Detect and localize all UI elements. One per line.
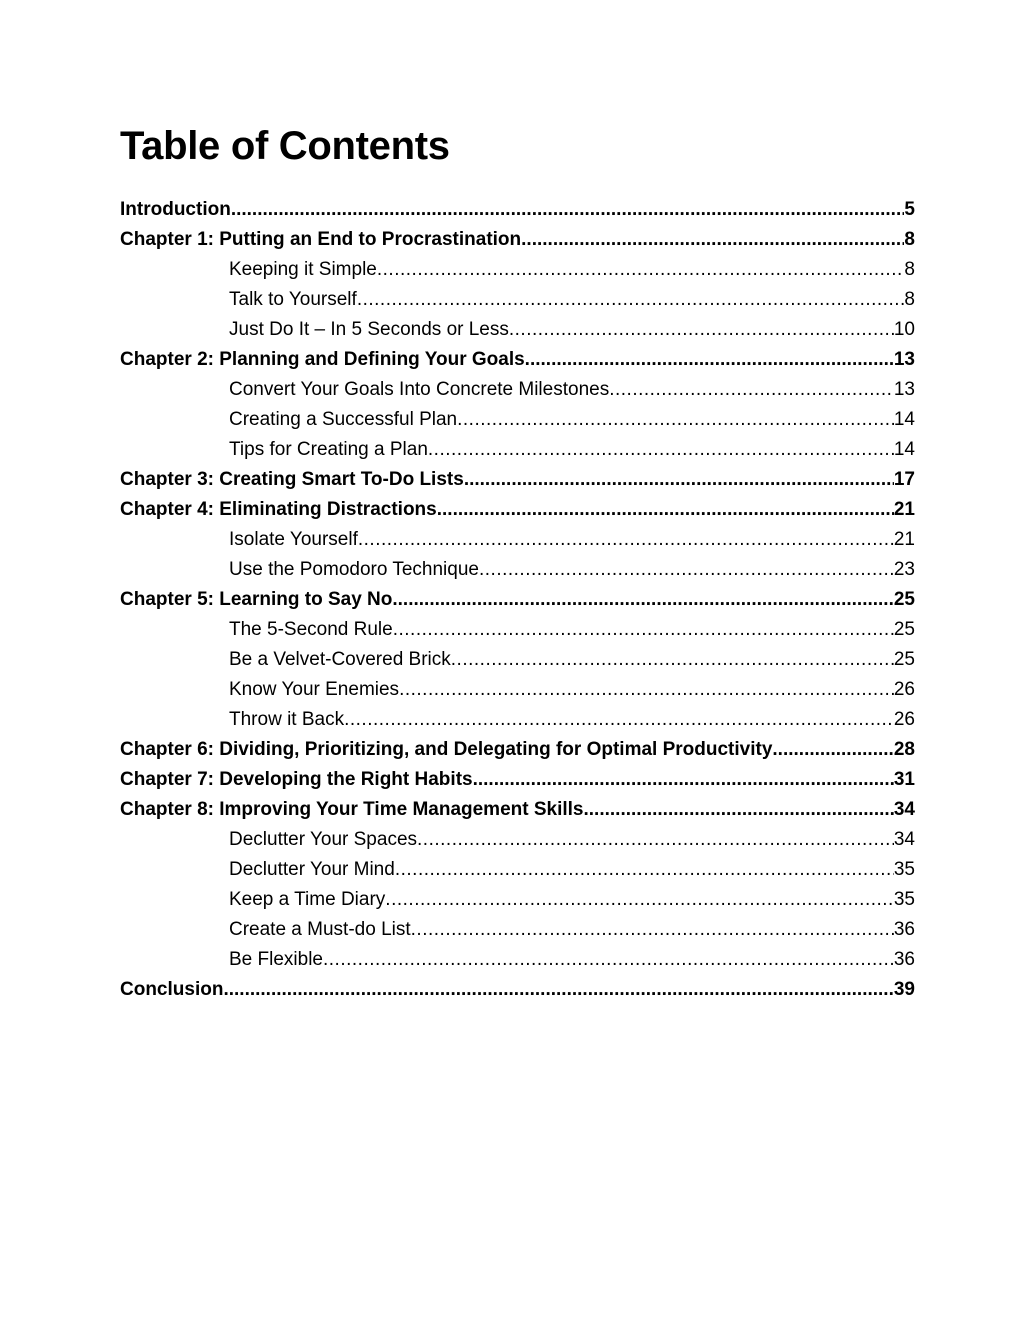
toc-entry-page: 36 (893, 949, 915, 970)
toc-entry-label: Chapter 1: Putting an End to Procrastination (120, 229, 522, 250)
toc-entry-label: Conclusion (120, 979, 224, 1000)
toc-entry-page: 34 (893, 799, 915, 820)
dot-leader (392, 585, 893, 615)
toc-entry-label: Be Flexible (229, 949, 323, 970)
dot-leader (223, 975, 893, 1005)
dot-leader (609, 375, 894, 405)
toc-entry-page: 25 (893, 619, 915, 640)
toc-entry-label: Chapter 2: Planning and Defining Your Goals (120, 349, 525, 370)
toc-entry[interactable] (120, 975, 915, 1005)
table-of-contents (120, 195, 915, 1005)
toc-entry-page: 21 (893, 499, 915, 520)
toc-entry-label: Keeping it Simple (229, 259, 377, 280)
dot-leader (428, 435, 894, 465)
toc-subentry[interactable] (120, 315, 915, 345)
toc-entry-page: 23 (893, 559, 915, 580)
dot-leader (437, 495, 894, 525)
toc-entry-label: Chapter 3: Creating Smart To-Do Lists (120, 469, 464, 490)
page-title: Table of Contents (120, 124, 450, 168)
toc-subentry[interactable] (120, 945, 915, 975)
toc-entry-page: 8 (904, 259, 915, 280)
toc-entry-page: 35 (893, 889, 915, 910)
toc-entry[interactable] (120, 225, 915, 255)
toc-entry-page: 26 (893, 709, 915, 730)
toc-entry[interactable] (120, 495, 915, 525)
dot-leader (377, 255, 905, 285)
toc-entry-label: The 5-Second Rule (229, 619, 393, 640)
toc-subentry[interactable] (120, 285, 915, 315)
toc-entry-label: Chapter 6: Dividing, Prioritizing, and Delegating for Optimal Productivity (120, 739, 773, 760)
toc-subentry[interactable] (120, 855, 915, 885)
dot-leader (385, 885, 894, 915)
toc-entry-label: Creating a Successful Plan (229, 409, 458, 430)
toc-entry-label: Just Do It – In 5 Seconds or Less (229, 319, 509, 340)
toc-entry-page: 14 (893, 439, 915, 460)
toc-entry[interactable] (120, 345, 915, 375)
toc-entry-label: Keep a Time Diary (229, 889, 386, 910)
toc-entry-page: 36 (893, 919, 915, 940)
toc-entry-label: Introduction (120, 199, 231, 220)
dot-leader (231, 195, 905, 225)
dot-leader (473, 765, 894, 795)
toc-entry-page: 13 (893, 379, 915, 400)
toc-subentry[interactable] (120, 525, 915, 555)
toc-subentry[interactable] (120, 615, 915, 645)
toc-entry-label: Convert Your Goals Into Concrete Milestones (229, 379, 610, 400)
toc-entry[interactable] (120, 585, 915, 615)
toc-entry-label: Chapter 7: Developing the Right Habits (120, 769, 473, 790)
toc-subentry[interactable] (120, 675, 915, 705)
dot-leader (479, 555, 894, 585)
toc-entry-page: 14 (893, 409, 915, 430)
dot-leader (509, 315, 894, 345)
dot-leader (464, 465, 894, 495)
dot-leader (457, 405, 894, 435)
toc-entry[interactable] (120, 765, 915, 795)
toc-entry-page: 5 (904, 199, 915, 220)
toc-entry-label: Create a Must-do List (229, 919, 411, 940)
dot-leader (521, 225, 904, 255)
dot-leader (584, 795, 894, 825)
toc-entry-page: 21 (893, 529, 915, 550)
dot-leader (393, 615, 894, 645)
toc-entry-page: 39 (893, 979, 915, 1000)
toc-subentry[interactable] (120, 705, 915, 735)
dot-leader (772, 735, 893, 765)
toc-subentry[interactable] (120, 645, 915, 675)
dot-leader (358, 525, 894, 555)
toc-entry-page: 28 (893, 739, 915, 760)
toc-entry-label: Know Your Enemies (229, 679, 400, 700)
toc-entry-page: 25 (893, 589, 915, 610)
dot-leader (399, 675, 894, 705)
toc-entry[interactable] (120, 795, 915, 825)
toc-entry-page: 31 (893, 769, 915, 790)
dot-leader (417, 825, 894, 855)
toc-entry[interactable] (120, 465, 915, 495)
toc-entry-page: 8 (904, 229, 915, 250)
dot-leader (357, 285, 905, 315)
toc-entry-page: 8 (904, 289, 915, 310)
toc-entry-label: Throw it Back (229, 709, 345, 730)
toc-entry-label: Be a Velvet-Covered Brick (229, 649, 451, 670)
toc-subentry[interactable] (120, 915, 915, 945)
toc-subentry[interactable] (120, 555, 915, 585)
toc-entry-label: Chapter 4: Eliminating Distractions (120, 499, 437, 520)
toc-entry-page: 17 (893, 469, 915, 490)
dot-leader (323, 945, 894, 975)
toc-entry-page: 10 (893, 319, 915, 340)
dot-leader (451, 645, 894, 675)
toc-entry-label: Declutter Your Mind (229, 859, 395, 880)
dot-leader (411, 915, 894, 945)
dot-leader (395, 855, 894, 885)
toc-entry-label: Chapter 8: Improving Your Time Management Skills (120, 799, 584, 820)
toc-entry-page: 25 (893, 649, 915, 670)
toc-entry-label: Chapter 5: Learning to Say No (120, 589, 393, 610)
toc-entry-label: Use the Pomodoro Technique (229, 559, 479, 580)
toc-entry-page: 35 (893, 859, 915, 880)
toc-entry-label: Talk to Yourself (229, 289, 357, 310)
toc-subentry[interactable] (120, 375, 915, 405)
toc-entry[interactable] (120, 735, 915, 765)
dot-leader (525, 345, 894, 375)
toc-entry-page: 26 (893, 679, 915, 700)
toc-entry-page: 34 (893, 829, 915, 850)
toc-entry[interactable] (120, 195, 915, 225)
toc-subentry[interactable] (120, 405, 915, 435)
toc-subentry[interactable] (120, 885, 915, 915)
toc-entry-page: 13 (893, 349, 915, 370)
toc-subentry[interactable] (120, 255, 915, 285)
toc-entry-label: Isolate Yourself (229, 529, 358, 550)
toc-subentry[interactable] (120, 435, 915, 465)
toc-subentry[interactable] (120, 825, 915, 855)
dot-leader (344, 705, 894, 735)
toc-entry-label: Declutter Your Spaces (229, 829, 418, 850)
toc-entry-label: Tips for Creating a Plan (229, 439, 428, 460)
